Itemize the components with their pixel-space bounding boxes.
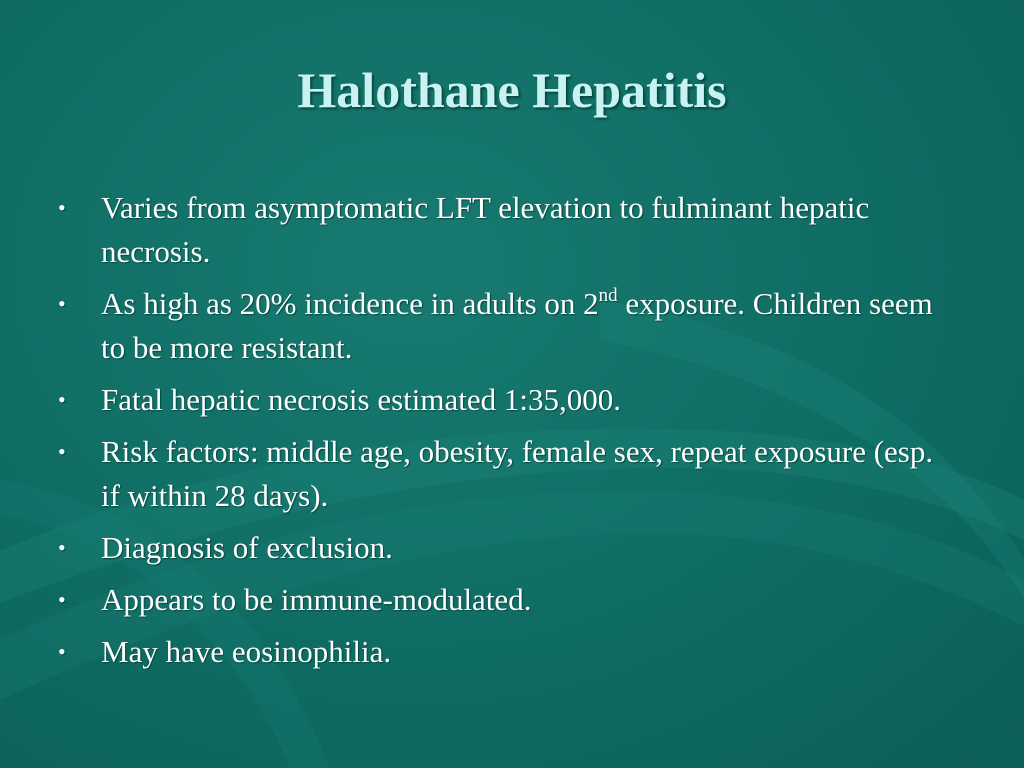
bullet-text: May have eosinophilia.	[101, 634, 392, 669]
bullet-item	[58, 630, 958, 674]
bullet-text: Diagnosis of exclusion.	[101, 530, 393, 565]
ordinal-superscript: nd	[598, 285, 618, 306]
bullet-dot-icon: •	[58, 195, 66, 220]
slide-title: Halothane Hepatitis	[297, 62, 727, 118]
bullet-dot-icon: •	[58, 587, 66, 612]
bullet-list	[58, 186, 958, 682]
bullet-item	[58, 578, 958, 622]
bullet-dot-icon: •	[58, 291, 66, 316]
bullet-text	[101, 286, 933, 365]
bullet-item	[58, 526, 958, 570]
bullet-text-start: As high as 20% incidence in adults on 2	[101, 286, 599, 321]
bullet-text: Varies from asymptomatic LFT elevation to fulminant hepatic necrosis.	[101, 190, 870, 269]
bullet-text-end: exposure. Children seem to be more resistant.	[101, 286, 933, 365]
bullet-dot-icon: •	[58, 387, 66, 412]
bullet-item	[58, 186, 958, 274]
bullet-dot-icon: •	[58, 639, 66, 664]
bullet-item	[58, 430, 958, 518]
bullet-dot-icon: •	[58, 439, 66, 464]
bullet-item	[58, 282, 958, 370]
bullet-text: Risk factors: middle age, obesity, female sex, repeat exposure (esp. if within 28 days).	[101, 434, 934, 513]
bullet-text: Appears to be immune-modulated.	[101, 582, 532, 617]
bullet-dot-icon: •	[58, 535, 66, 560]
bullet-text: Fatal hepatic necrosis estimated 1:35,000.	[101, 382, 621, 417]
bullet-item	[58, 378, 958, 422]
